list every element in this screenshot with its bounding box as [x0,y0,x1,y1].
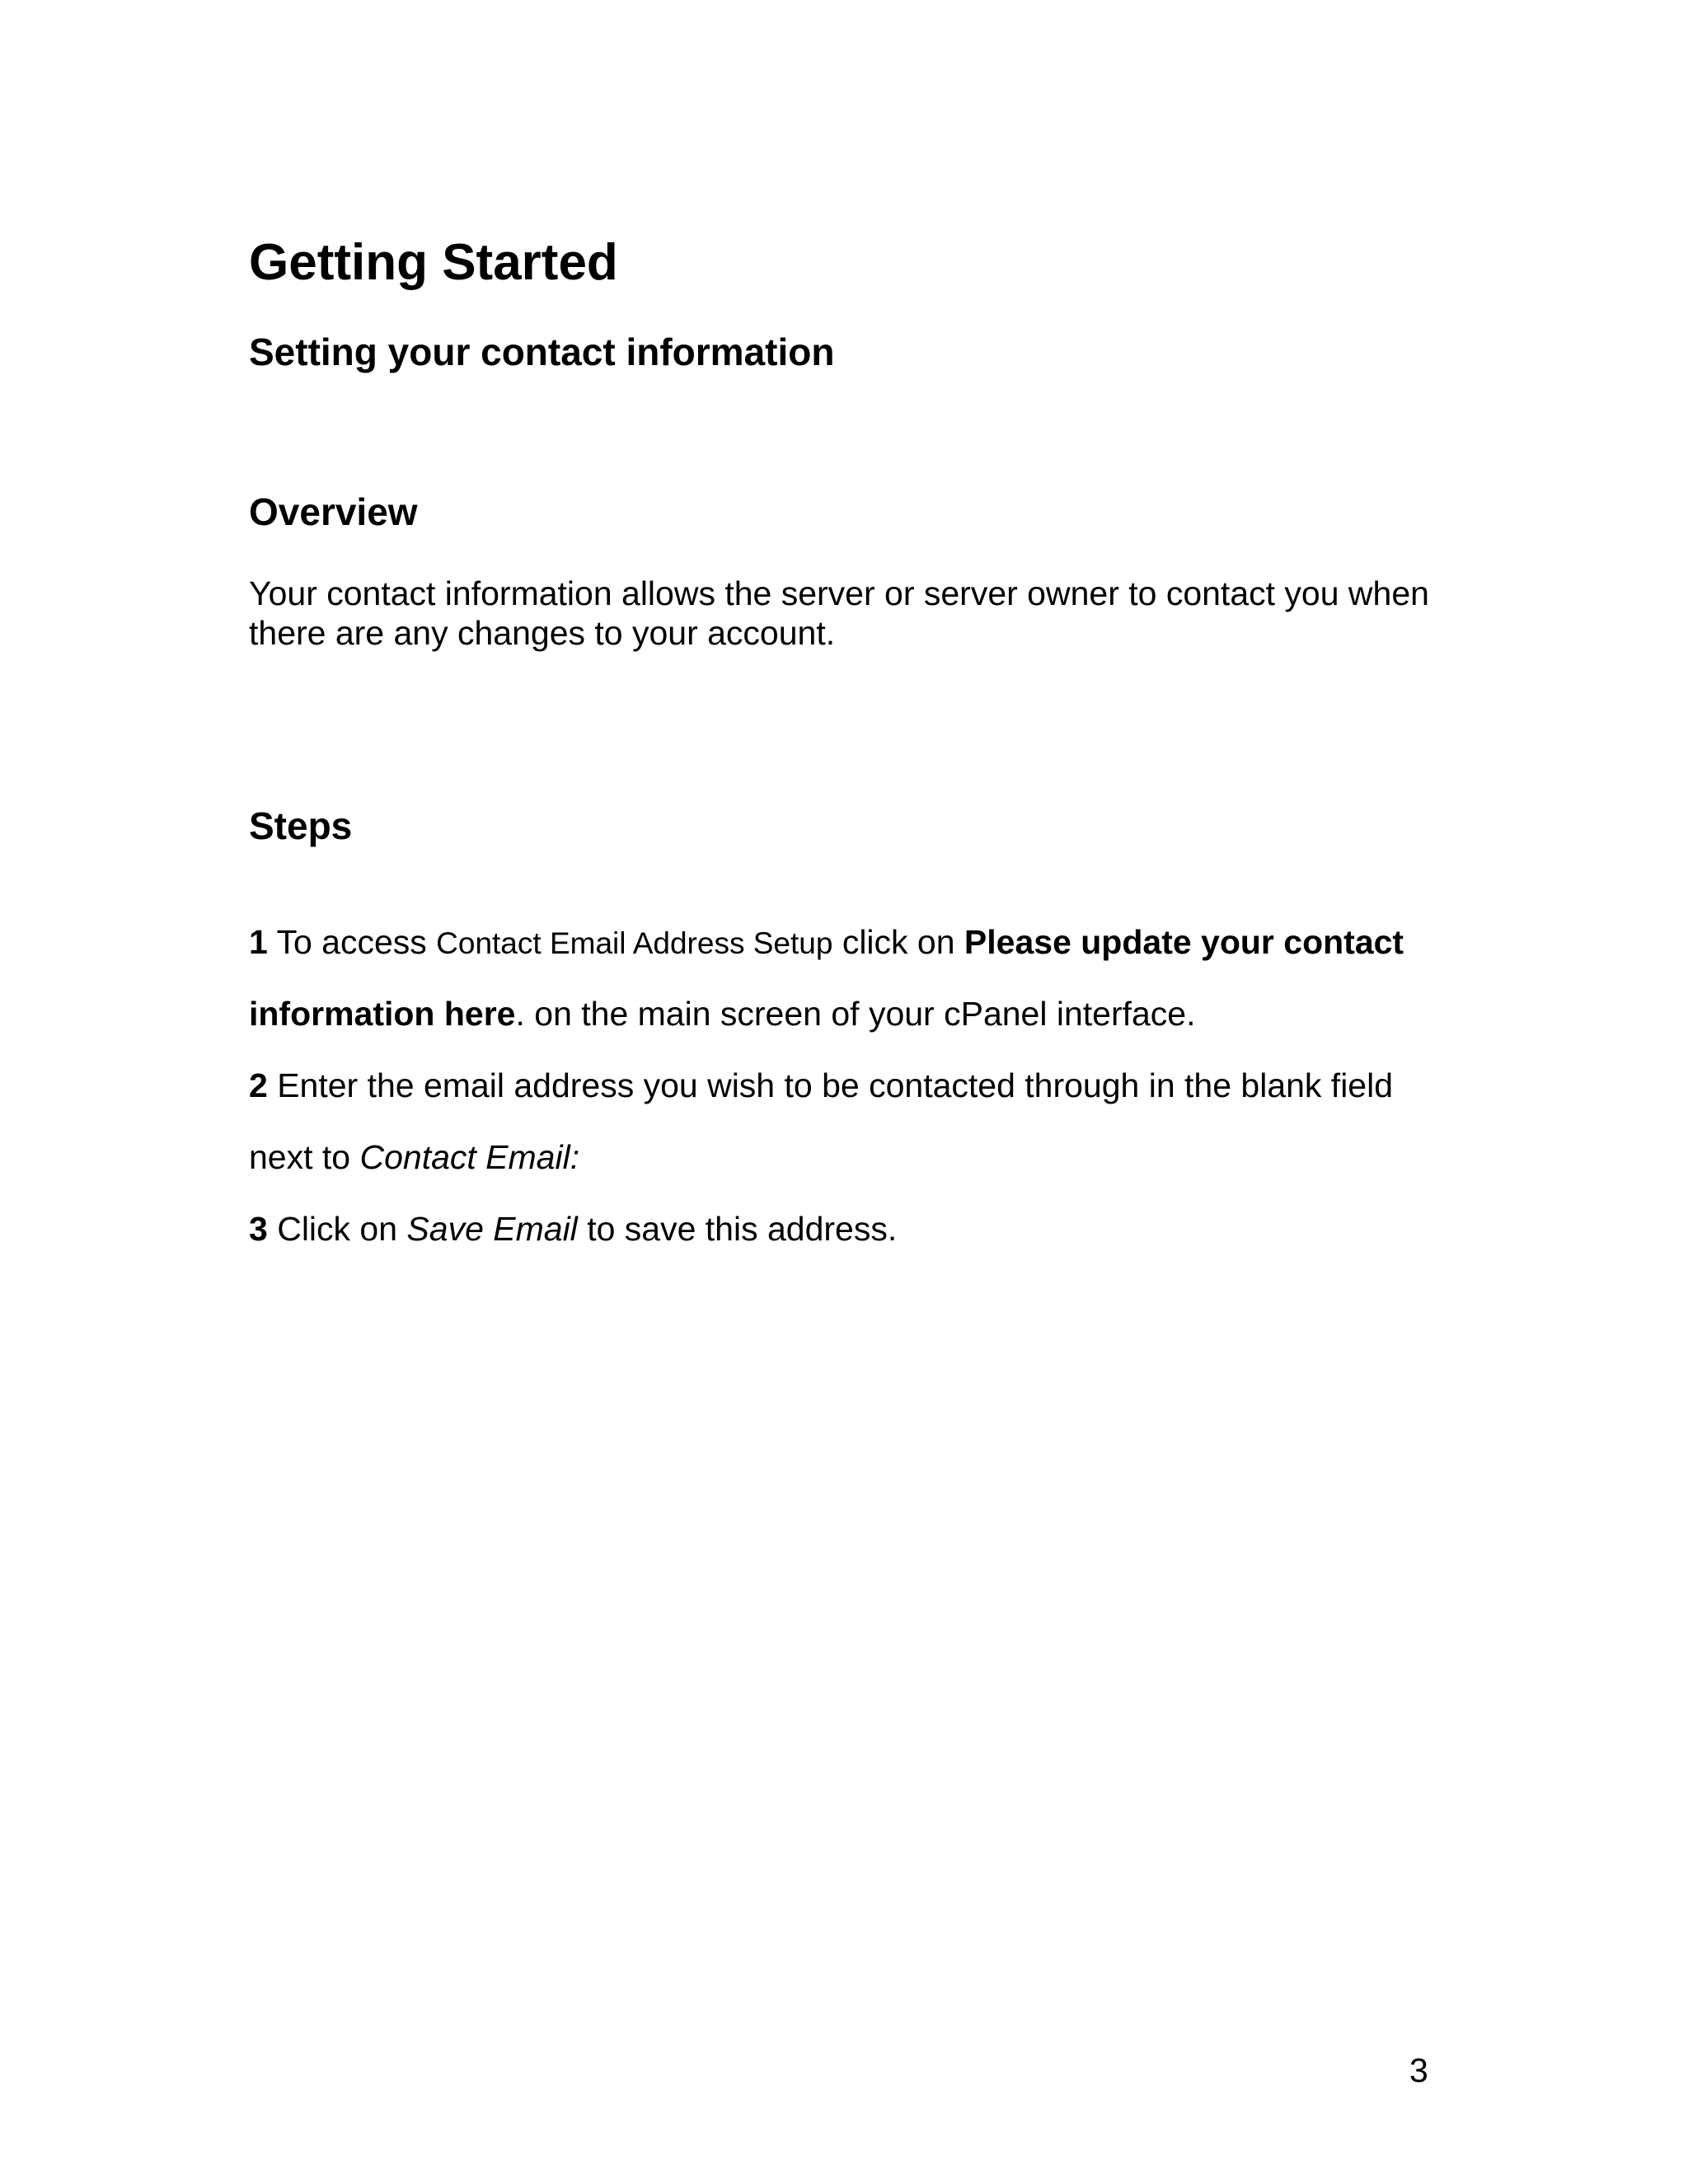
step-1-text-a: To access [267,923,437,961]
step-3-text-a: Click on [267,1210,407,1248]
step-1-line-2 [249,994,1196,1034]
step-2-field-label: Contact Email: [359,1138,580,1176]
steps-heading: Steps [249,804,353,847]
step-3-line-1 [249,1209,897,1249]
step-1-text-c: . on the main screen of your cPanel interface. [515,995,1196,1033]
step-2-line-2 [249,1137,579,1178]
step-2-line-1 [249,1066,1393,1106]
step-2-text: Enter the email address you wish to be contacted through in the blank field [267,1066,1394,1104]
overview-heading: Overview [249,490,418,533]
step-1-number: 1 [249,923,268,961]
step-2-prefix: next to [249,1138,360,1176]
step-1-text-b: click on [832,923,964,961]
step-1-line-1 [249,922,1404,963]
step-2-number: 2 [249,1066,268,1104]
step-1-link-text-part-2: information here [249,995,516,1033]
page-number: 3 [1409,2051,1428,2089]
section-subtitle: Setting your contact information [249,330,835,373]
step-3-button-name: Save Email [406,1210,578,1248]
step-3-text-b: to save this address. [577,1210,898,1248]
step-1-ui-name: Contact Email Address Setup [436,926,833,960]
page-title: Getting Started [249,234,618,291]
overview-paragraph: Your contact information allows the server or server owner to contact you when there are any changes to your account. [249,574,1429,652]
step-1-link-text-part-1: Please update your contact [964,923,1404,961]
step-3-number: 3 [249,1210,268,1248]
